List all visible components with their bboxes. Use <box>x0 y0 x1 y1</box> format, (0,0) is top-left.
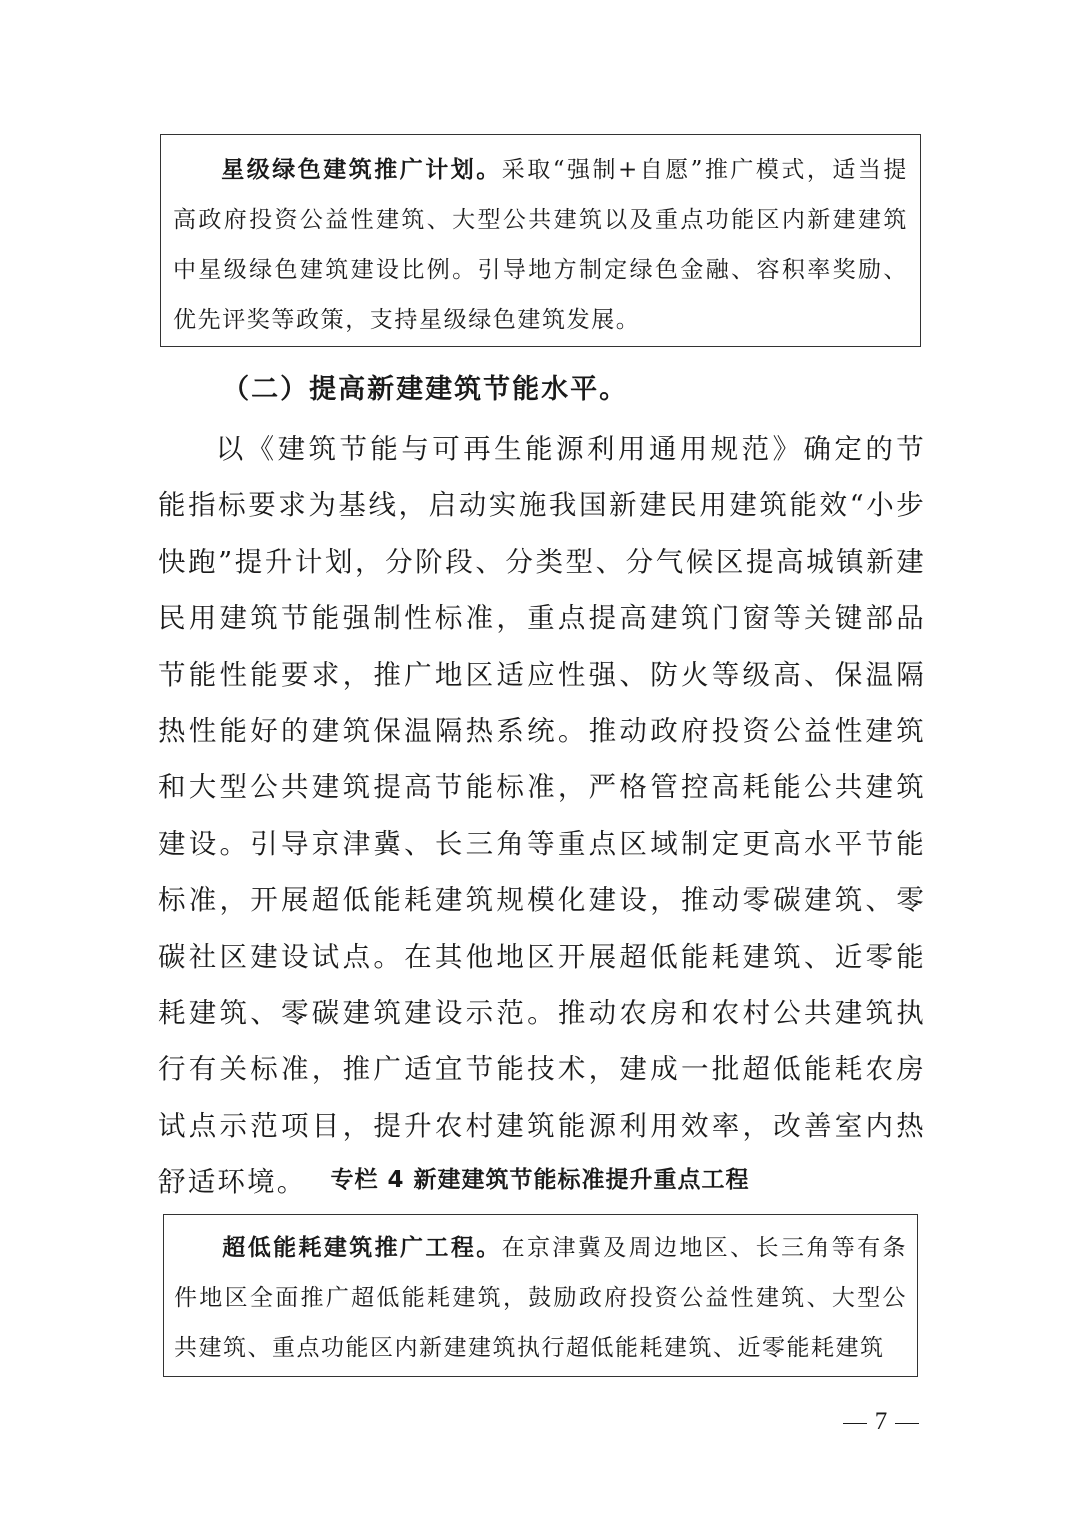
program-box-lead: 超低能耗建筑推广工程。 <box>222 1235 502 1261</box>
program-box-paragraph <box>173 145 908 345</box>
page-number-value: 7 <box>874 1408 888 1435</box>
column-title: 专栏 4 新建建筑节能标准提升重点工程 <box>330 1167 750 1193</box>
program-box-paragraph <box>174 1223 907 1373</box>
page-number-dash-right <box>895 1423 919 1424</box>
section-heading: （二）提高新建建筑节能水平。 <box>222 374 629 405</box>
program-box-ultra-low-energy <box>163 1214 918 1377</box>
page-number-dash-left <box>843 1423 867 1424</box>
program-box-text: 采取“强制+自愿”推广模式，适当提高政府投资公益性建筑、大型公共建筑以及重点功能区内新建建筑中星级绿色建筑建设比例。引导地方制定绿色金融、容积率奖励、优先评奖等政策，支持星级绿色建筑发展。 <box>173 157 908 333</box>
program-box-text: 在京津冀及周边地区、长三角等有条件地区全面推广超低能耗建筑，鼓励政府投资公益性建筑、大型公共建筑、重点功能区内新建建筑执行超低能耗建筑、近零能耗建筑 <box>174 1235 908 1361</box>
body-paragraph: 以《建筑节能与可再生能源利用通用规范》确定的节能指标要求为基线，启动实施我国新建民用建筑能效“小步快跑”提升计划，分阶段、分类型、分气候区提高城镇新建民用建筑节能强制性标准，重点提高建筑门窗等关键部品节能性能要求，推广地区适应性强、防火等级高、保温隔热性能好的建筑保温隔热系统。推动政府投资公益性建筑和大型公共建筑提高节能标准，严格管控高耗能公共建筑建设。引导京津冀、长三角等重点区域制定更高水平节能标准，开展超低能耗建筑规模化建设，推动零碳建筑、零碳社区建设试点。在其他地区开展超低能耗建筑、近零能耗建筑、零碳建筑建设示范。推动农房和农村公共建筑执行有关标准，推广适宜节能技术，建成一批超低能耗农房试点示范项目，提升农村建筑能源利用效率，改善室内热舒适环境。 <box>158 433 926 1199</box>
program-box-star-green-building <box>160 134 921 347</box>
page-number <box>826 1402 936 1442</box>
program-box-lead: 星级绿色建筑推广计划。 <box>221 157 502 183</box>
